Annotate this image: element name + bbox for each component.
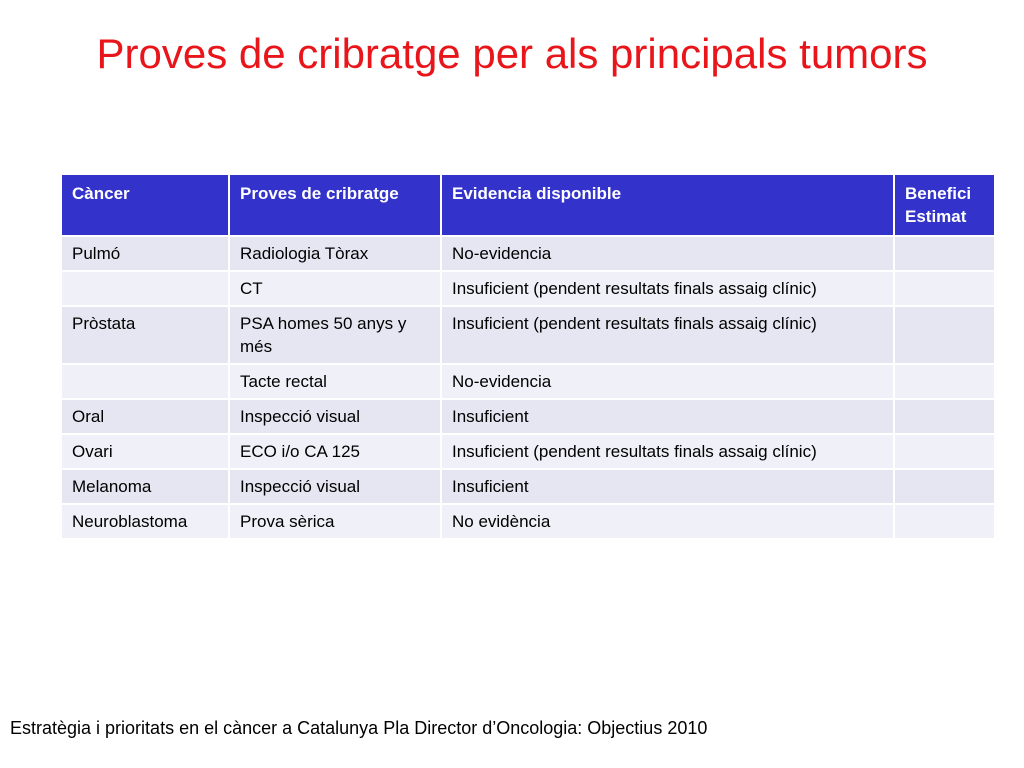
cell-evidence: Insuficient (pendent resultats finals assaig clínic) [442, 307, 893, 363]
cell-cancer: Neuroblastoma [62, 505, 228, 538]
cell-benefit [895, 435, 994, 468]
cell-evidence: Insuficient (pendent resultats finals assaig clínic) [442, 435, 893, 468]
cell-evidence: No-evidencia [442, 237, 893, 270]
cell-benefit [895, 400, 994, 433]
screening-table [60, 173, 996, 540]
cell-cancer: Oral [62, 400, 228, 433]
cell-cancer: Melanoma [62, 470, 228, 503]
cell-benefit [895, 470, 994, 503]
cell-test: Radiologia Tòrax [230, 237, 440, 270]
cell-evidence: No evidència [442, 505, 893, 538]
cell-test: ECO i/o CA 125 [230, 435, 440, 468]
cell-benefit [895, 237, 994, 270]
cell-benefit [895, 307, 994, 363]
cell-test: Inspecció visual [230, 400, 440, 433]
table-row [62, 272, 994, 305]
table-row [62, 365, 994, 398]
cell-cancer: Ovari [62, 435, 228, 468]
header-cancer: Càncer [62, 175, 228, 235]
cell-benefit [895, 272, 994, 305]
screening-table-container [60, 173, 992, 540]
table-row [62, 435, 994, 468]
slide-title: Proves de cribratge per als principals tumors [96, 30, 928, 77]
cell-test: CT [230, 272, 440, 305]
table-row [62, 400, 994, 433]
cell-cancer: Pulmó [62, 237, 228, 270]
cell-cancer [62, 365, 228, 398]
cell-test: Tacte rectal [230, 365, 440, 398]
cell-evidence: Insuficient [442, 400, 893, 433]
cell-benefit [895, 505, 994, 538]
table-header-row [62, 175, 994, 235]
cell-cancer [62, 272, 228, 305]
cell-cancer: Pròstata [62, 307, 228, 363]
table-row [62, 307, 994, 363]
table-row [62, 237, 994, 270]
table-row [62, 470, 994, 503]
source-citation: Estratègia i prioritats en el càncer a Catalunya Pla Director d’Oncologia: Objectius 2010 [10, 718, 708, 738]
cell-test: Inspecció visual [230, 470, 440, 503]
header-estimated-benefit: Benefici Estimat [895, 175, 994, 235]
cell-test: Prova sèrica [230, 505, 440, 538]
cell-evidence: Insuficient [442, 470, 893, 503]
cell-test: PSA homes 50 anys y més [230, 307, 440, 363]
header-available-evidence: Evidencia disponible [442, 175, 893, 235]
header-screening-tests: Proves de cribratge [230, 175, 440, 235]
table-row [62, 505, 994, 538]
cell-benefit [895, 365, 994, 398]
cell-evidence: No-evidencia [442, 365, 893, 398]
cell-evidence: Insuficient (pendent resultats finals assaig clínic) [442, 272, 893, 305]
